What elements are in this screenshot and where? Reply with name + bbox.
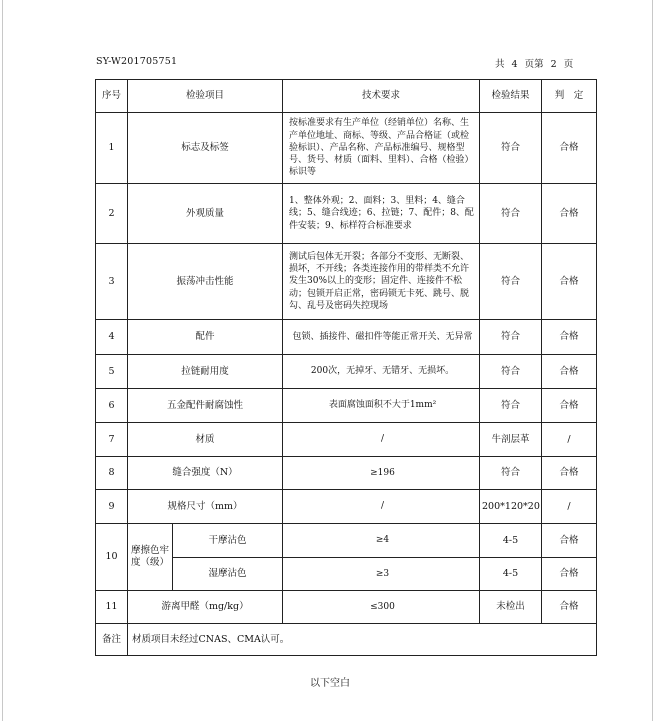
table-row bbox=[96, 320, 597, 355]
header-item: 检验项目 bbox=[128, 80, 283, 113]
header-requirement: 技术要求 bbox=[283, 80, 480, 113]
header-no: 序号 bbox=[96, 80, 128, 113]
row-result: 4-5 bbox=[480, 524, 542, 558]
row-verdict: 合格 bbox=[542, 591, 597, 624]
row-requirement: ≥4 bbox=[283, 524, 480, 558]
end-marker: 以下空白 bbox=[310, 678, 350, 689]
row-verdict: 合格 bbox=[542, 524, 597, 558]
table-row bbox=[96, 457, 597, 490]
row-verdict: 合格 bbox=[542, 389, 597, 423]
row-requirement: 包锁、插接件、磁扣件等能正常开关、无异常 bbox=[283, 320, 480, 355]
row-no: 7 bbox=[96, 423, 128, 457]
row-result: 符合 bbox=[480, 457, 542, 490]
row-no: 3 bbox=[96, 244, 128, 320]
page-indicator bbox=[495, 56, 573, 70]
table-row bbox=[96, 355, 597, 389]
row-group-label: 摩擦色牢度（级） bbox=[128, 524, 173, 591]
row-requirement: 按标准要求有生产单位（经销单位）名称、生产单位地址、商标、等级、产品合格证（或检验标识）、产品名称、产品标准编号、规格型号、货号、材质（面料、里料）、合格（检验）标识等 bbox=[283, 113, 480, 184]
row-no: 4 bbox=[96, 320, 128, 355]
page-right-edge bbox=[652, 0, 653, 721]
header-result: 检验结果 bbox=[480, 80, 542, 113]
row-item: 材质 bbox=[128, 423, 283, 457]
remark-row bbox=[96, 624, 597, 656]
row-verdict: 合格 bbox=[542, 457, 597, 490]
row-verdict: 合格 bbox=[542, 355, 597, 389]
row-requirement: / bbox=[283, 423, 480, 457]
row-result: 200*120*20 bbox=[480, 490, 542, 524]
page-total-prefix: 共 bbox=[495, 59, 505, 70]
row-result: 符合 bbox=[480, 184, 542, 244]
page-left-edge bbox=[2, 0, 3, 721]
row-requirement: ≤300 bbox=[283, 591, 480, 624]
row-item: 规格尺寸（mm） bbox=[128, 490, 283, 524]
row-subitem: 湿摩沾色 bbox=[173, 558, 283, 591]
row-result: 牛剖层革 bbox=[480, 423, 542, 457]
remark-text: 材质项目未经过CNAS、CMA认可。 bbox=[128, 624, 597, 656]
table-row bbox=[96, 490, 597, 524]
row-verdict: / bbox=[542, 423, 597, 457]
row-no: 6 bbox=[96, 389, 128, 423]
row-requirement: / bbox=[283, 490, 480, 524]
row-result: 符合 bbox=[480, 113, 542, 184]
header-verdict: 判 定 bbox=[542, 80, 597, 113]
remark-label: 备注 bbox=[96, 624, 128, 656]
row-item: 五金配件耐腐蚀性 bbox=[128, 389, 283, 423]
page-current: 2 bbox=[550, 59, 557, 70]
row-item: 标志及标签 bbox=[128, 113, 283, 184]
row-no: 10 bbox=[96, 524, 128, 591]
row-result: 符合 bbox=[480, 320, 542, 355]
row-item: 振荡冲击性能 bbox=[128, 244, 283, 320]
report-number: SY-W201705751 bbox=[96, 56, 178, 67]
row-requirement: ≥196 bbox=[283, 457, 480, 490]
row-result: 符合 bbox=[480, 355, 542, 389]
row-no: 9 bbox=[96, 490, 128, 524]
page-mid: 页第 bbox=[524, 59, 544, 70]
row-item: 外观质量 bbox=[128, 184, 283, 244]
row-verdict: 合格 bbox=[542, 320, 597, 355]
row-no: 5 bbox=[96, 355, 128, 389]
row-item: 缝合强度（N） bbox=[128, 457, 283, 490]
inspection-table bbox=[95, 79, 597, 656]
row-no: 1 bbox=[96, 113, 128, 184]
table-header-row bbox=[96, 80, 597, 113]
table-row bbox=[96, 244, 597, 320]
row-result: 符合 bbox=[480, 244, 542, 320]
row-item: 配件 bbox=[128, 320, 283, 355]
row-no: 11 bbox=[96, 591, 128, 624]
table-row bbox=[96, 113, 597, 184]
row-verdict: 合格 bbox=[542, 113, 597, 184]
row-verdict: 合格 bbox=[542, 244, 597, 320]
table-row bbox=[96, 524, 597, 558]
row-result: 符合 bbox=[480, 389, 542, 423]
row-requirement: 1、整体外观；2、面料；3、里料；4、缝合线；5、缝合线迹；6、拉链；7、配件；8、配件安装；9、标样符合标准要求 bbox=[283, 184, 480, 244]
row-subitem: 干摩沾色 bbox=[173, 524, 283, 558]
row-verdict: / bbox=[542, 490, 597, 524]
row-item: 拉链耐用度 bbox=[128, 355, 283, 389]
page-suffix: 页 bbox=[563, 59, 574, 70]
row-requirement: 测试后包体无开裂；各部分不变形、无断裂、损坏，不开线；各类连接作用的带样类不允许发生30%以上的变形；固定件、连接件不松动；包锁开启正常，密码锁无卡死、跳号、脱勾、乱号及密码失控现场 bbox=[283, 244, 480, 320]
row-requirement: ≥3 bbox=[283, 558, 480, 591]
row-requirement: 表面腐蚀面积不大于1mm² bbox=[283, 389, 480, 423]
row-requirement: 200次，无掉牙、无错牙、无损坏。 bbox=[283, 355, 480, 389]
row-result: 未检出 bbox=[480, 591, 542, 624]
row-no: 8 bbox=[96, 457, 128, 490]
row-item: 游离甲醛（mg/kg） bbox=[128, 591, 283, 624]
table-row bbox=[96, 423, 597, 457]
table-row bbox=[96, 184, 597, 244]
page-total: 4 bbox=[511, 59, 518, 70]
row-no: 2 bbox=[96, 184, 128, 244]
row-result: 4-5 bbox=[480, 558, 542, 591]
table-row bbox=[96, 389, 597, 423]
table-row bbox=[96, 591, 597, 624]
row-verdict: 合格 bbox=[542, 184, 597, 244]
row-verdict: 合格 bbox=[542, 558, 597, 591]
